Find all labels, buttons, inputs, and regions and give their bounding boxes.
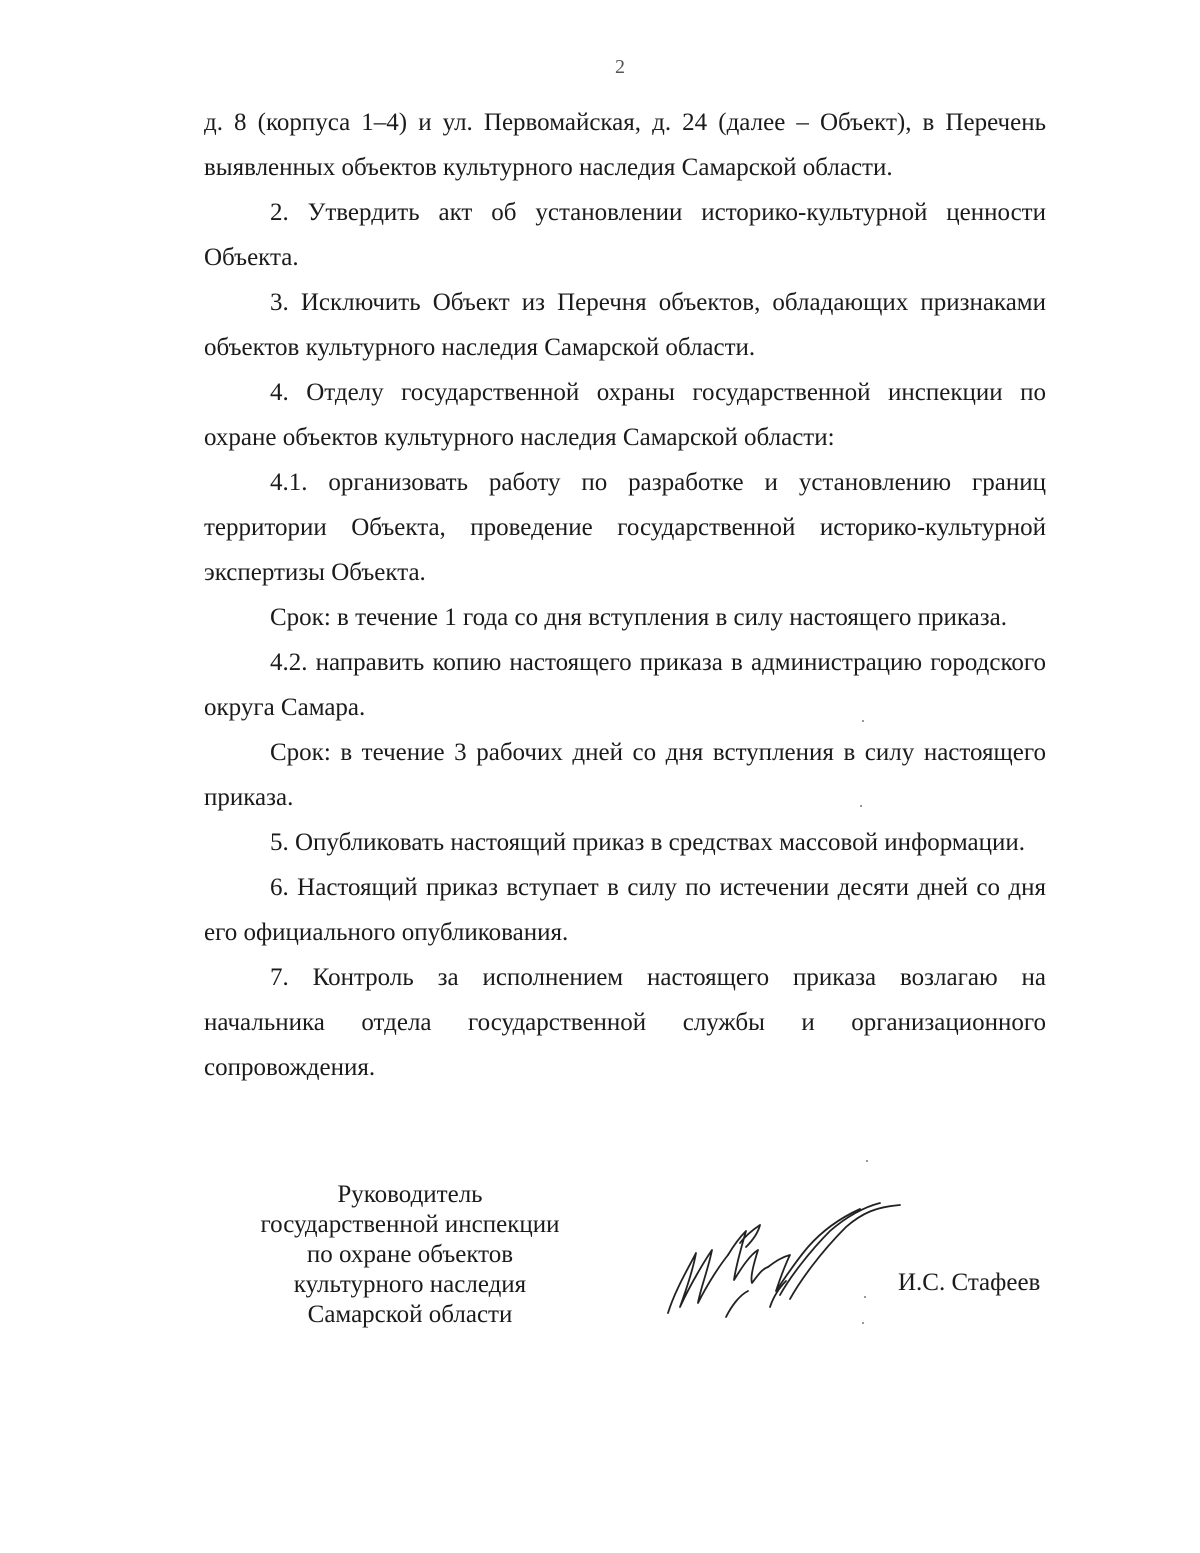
position-line: Самарской области bbox=[307, 1301, 513, 1328]
paragraph-4-1: 4.1. организовать работу по разработке и установлению границ территории Объекта, проведение государственной историко-культурной экспертизы Объекта. bbox=[204, 469, 1046, 586]
paragraph-3: 3. Исключить Объект из Перечня объектов, обладающих признаками объектов культурного наследия Самарской области. bbox=[204, 289, 1046, 361]
paragraph-5: 5. Опубликовать настоящий приказ в средствах массовой информации. bbox=[270, 829, 1026, 856]
paragraph-4-2-deadline: Срок: в течение 3 рабочих дней со дня вступления в силу настоящего приказа. bbox=[204, 739, 1046, 811]
scan-speck bbox=[860, 805, 862, 807]
paragraph-7: 7. Контроль за исполнением настоящего приказа возлагаю на начальника отдела государственной службы и организационного сопровождения. bbox=[204, 964, 1046, 1081]
document-body bbox=[204, 100, 1046, 1090]
position-line: Руководитель bbox=[337, 1181, 483, 1208]
position-line: по охране объектов bbox=[306, 1241, 514, 1268]
handwritten-signature-image bbox=[650, 1195, 910, 1335]
scan-speck bbox=[862, 1322, 864, 1324]
scan-speck bbox=[864, 1296, 866, 1298]
signatory-position bbox=[200, 1180, 620, 1330]
scan-speck bbox=[862, 720, 864, 722]
position-line: государственной инспекции bbox=[260, 1211, 560, 1238]
paragraph-4-1-deadline: Срок: в течение 1 года со дня вступления в силу настоящего приказа. bbox=[270, 604, 1007, 631]
paragraph-2: 2. Утвердить акт об установлении историко-культурной ценности Объекта. bbox=[204, 199, 1046, 271]
paragraph-continuation: д. 8 (корпуса 1–4) и ул. Первомайская, д. 24 (далее – Объект), в Перечень выявленных объектов культурного наследия Самарской области. bbox=[204, 109, 1046, 181]
page-number: 2 bbox=[615, 56, 625, 78]
position-line: культурного наследия bbox=[293, 1271, 527, 1298]
paragraph-4: 4. Отделу государственной охраны государственной инспекции по охране объектов культурного наследия Самарской области: bbox=[204, 379, 1046, 451]
paragraph-6: 6. Настоящий приказ вступает в силу по истечении десяти дней со дня его официального опубликования. bbox=[204, 874, 1046, 946]
paragraph-4-2: 4.2. направить копию настоящего приказа в администрацию городского округа Самара. bbox=[204, 649, 1046, 721]
scan-speck bbox=[866, 1160, 868, 1162]
signer-name: И.С. Стафеев bbox=[898, 1269, 1041, 1296]
